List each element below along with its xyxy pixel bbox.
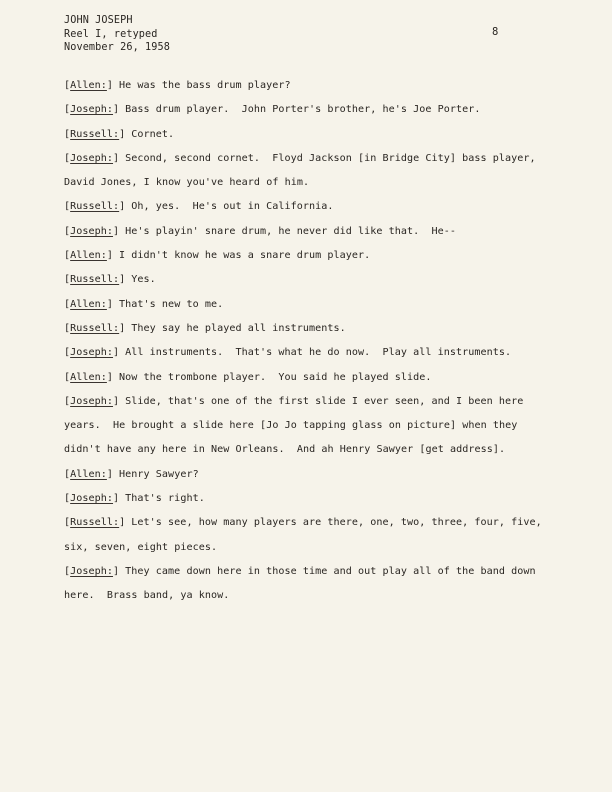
speaker-name: Joseph: [70, 104, 114, 116]
transcript-exchange [64, 390, 554, 463]
line-text: Oh, yes. He's out in California. [131, 201, 334, 213]
page-number: 8 [492, 26, 499, 38]
speaker-name: Joseph: [70, 565, 114, 577]
transcript-exchange [64, 268, 554, 292]
transcript-exchange [64, 195, 554, 219]
transcript-line [64, 123, 554, 147]
line-text: Now the trombone player. You said he played slide. [119, 371, 432, 383]
transcript-line [64, 268, 554, 292]
speaker-name: Joseph: [70, 395, 114, 407]
line-text: here. Brass band, ya know. [64, 590, 230, 602]
speaker-tag: [Allen:] [64, 468, 114, 480]
transcript-line [64, 147, 554, 171]
speaker-name: Allen: [70, 250, 107, 262]
speaker-name: Russell: [70, 201, 120, 213]
line-text: He was the bass drum player? [119, 80, 291, 91]
speaker-name: Allen: [70, 80, 107, 91]
transcript-exchange [64, 487, 554, 511]
transcript-line [64, 560, 554, 584]
transcript-line [64, 220, 554, 244]
line-text: didn't have any here in New Orleans. And ah Henry Sawyer [get address]. [64, 444, 506, 456]
transcript-exchange [64, 366, 554, 390]
line-text: Henry Sawyer? [119, 468, 199, 480]
line-text: They came down here in those time and out play all of the band down [125, 565, 536, 577]
speaker-tag: [Allen:] [64, 298, 114, 310]
speaker-name: Joseph: [70, 347, 114, 359]
transcript-body [64, 74, 554, 609]
speaker-tag: [Russell:] [64, 201, 126, 213]
transcript-exchange [64, 293, 554, 317]
speaker-name: Joseph: [70, 225, 114, 237]
line-text: I didn't know he was a snare drum player. [119, 250, 371, 262]
transcript-line [64, 536, 554, 560]
speaker-name: Russell: [70, 128, 120, 140]
interviewee-name: JOHN JOSEPH [64, 15, 133, 26]
speaker-tag: [Russell:] [64, 322, 126, 334]
speaker-tag: [Allen:] [64, 80, 114, 91]
reel-label: Reel I, retyped [64, 28, 158, 40]
transcript-line [64, 438, 554, 462]
transcript-line [64, 463, 554, 487]
speaker-tag: [Joseph:] [64, 347, 120, 359]
speaker-tag: [Russell:] [64, 274, 126, 286]
line-text: That's new to me. [119, 298, 224, 310]
document-header [64, 14, 170, 55]
speaker-tag: [Joseph:] [64, 395, 120, 407]
transcript-line [64, 317, 554, 341]
speaker-tag: [Allen:] [64, 250, 114, 262]
transcript-line [64, 487, 554, 511]
speaker-tag: [Joseph:] [64, 152, 120, 164]
transcript-exchange [64, 560, 554, 609]
transcript-line [64, 195, 554, 219]
line-text: six, seven, eight pieces. [64, 541, 218, 553]
transcript-exchange [64, 317, 554, 341]
transcript-exchange [64, 123, 554, 147]
speaker-tag: [Joseph:] [64, 493, 120, 505]
speaker-tag: [Joseph:] [64, 225, 120, 237]
line-text: Yes. [131, 274, 156, 286]
line-text: All instruments. That's what he do now. Play all instruments. [125, 347, 512, 359]
speaker-tag: [Russell:] [64, 517, 126, 529]
line-text: years. He brought a slide here [Jo Jo tapping glass on picture] when they [64, 420, 518, 432]
transcript-line [64, 414, 554, 438]
transcript-exchange [64, 511, 554, 560]
speaker-name: Joseph: [70, 152, 114, 164]
speaker-tag: [Joseph:] [64, 565, 120, 577]
line-text: They say he played all instruments. [131, 322, 346, 334]
transcript-exchange [64, 98, 554, 122]
line-text: Let's see, how many players are there, one, two, three, four, five, [131, 517, 542, 529]
speaker-name: Russell: [70, 322, 120, 334]
line-text: Second, second cornet. Floyd Jackson [in Bridge City] bass player, [125, 152, 536, 164]
transcript-exchange [64, 244, 554, 268]
transcript-line [64, 171, 554, 195]
speaker-tag: [Joseph:] [64, 104, 120, 116]
speaker-name: Russell: [70, 517, 120, 529]
line-text: David Jones, I know you've heard of him. [64, 177, 310, 189]
transcript-exchange [64, 220, 554, 244]
line-text: Slide, that's one of the first slide I ever seen, and I been here [125, 395, 524, 407]
transcript-line [64, 341, 554, 365]
transcript-line [64, 584, 554, 608]
line-text: Bass drum player. John Porter's brother, he's Joe Porter. [125, 104, 481, 116]
speaker-name: Allen: [70, 468, 107, 480]
transcript-line [64, 293, 554, 317]
line-text: He's playin' snare drum, he never did like that. He-- [125, 225, 457, 237]
transcript-exchange [64, 463, 554, 487]
transcript-exchange [64, 74, 554, 98]
interview-date: November 26, 1958 [64, 42, 170, 53]
line-text: Cornet. [131, 128, 175, 140]
speaker-name: Allen: [70, 298, 107, 310]
line-text: That's right. [125, 493, 205, 505]
transcript-line [64, 74, 554, 98]
transcript-line [64, 98, 554, 122]
speaker-name: Joseph: [70, 493, 114, 505]
speaker-name: Russell: [70, 274, 120, 286]
transcript-line [64, 511, 554, 535]
speaker-tag: [Russell:] [64, 128, 126, 140]
speaker-name: Allen: [70, 371, 107, 383]
transcript-exchange [64, 147, 554, 196]
transcript-line [64, 366, 554, 390]
speaker-tag: [Allen:] [64, 371, 114, 383]
transcript-line [64, 244, 554, 268]
transcript-exchange [64, 341, 554, 365]
transcript-line [64, 390, 554, 414]
